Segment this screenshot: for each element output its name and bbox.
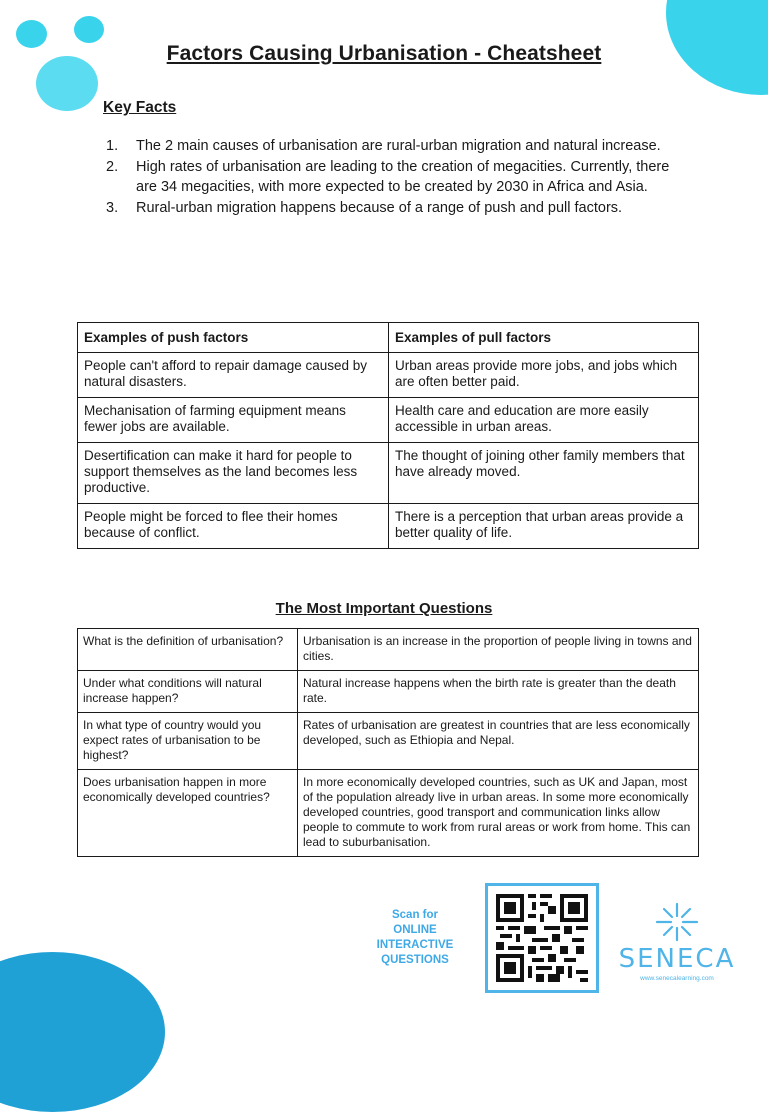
key-facts-list xyxy=(106,136,686,218)
questions-heading: The Most Important Questions xyxy=(275,600,493,617)
table-row xyxy=(78,504,699,549)
decor-circle-2 xyxy=(74,16,104,43)
question-cell: What is the definition of urbanisation? xyxy=(78,629,298,671)
pull-cell: There is a perception that urban areas provide a better quality of life. xyxy=(389,504,699,549)
pull-cell: Health care and education are more easily accessible in urban areas. xyxy=(389,398,699,443)
key-facts-heading: Key Facts xyxy=(103,99,177,116)
push-cell: Desertification can make it hard for people to support themselves as the land becomes less productive. xyxy=(78,443,389,504)
qr-code-icon[interactable] xyxy=(485,883,599,993)
answer-cell: In more economically developed countries, such as UK and Japan, most of the population already live in urban areas. In some more economically developed countries, good transport and communication links allow people to commute to work from rural areas or work from home. This can lead to suburbanisation. xyxy=(298,770,699,857)
table-row xyxy=(78,770,699,857)
list-item: 3. Rural-urban migration happens because of a range of push and pull factors. xyxy=(106,199,623,216)
seneca-logo xyxy=(612,902,742,982)
pull-cell: The thought of joining other family members that have already moved. xyxy=(389,443,699,504)
scan-prompt: Scan for ONLINE INTERACTIVE QUESTIONS xyxy=(376,909,454,966)
table-row xyxy=(78,629,699,671)
table-row xyxy=(78,713,699,770)
decor-corner-blob-bottom xyxy=(0,952,165,1112)
table-row xyxy=(78,353,699,398)
answer-cell: Rates of urbanisation are greatest in countries that are less economically developed, such as Ethiopia and Nepal. xyxy=(298,713,699,770)
push-cell: People might be forced to flee their homes because of conflict. xyxy=(78,504,389,549)
answer-cell: Urbanisation is an increase in the proportion of people living in towns and cities. xyxy=(298,629,699,671)
table-row xyxy=(78,443,699,504)
table-header-row xyxy=(78,323,699,353)
push-cell: Mechanisation of farming equipment means fewer jobs are available. xyxy=(78,398,389,443)
brand-name: SENECA xyxy=(618,944,736,974)
pull-header: Examples of pull factors xyxy=(389,323,699,353)
list-item: 2. High rates of urbanisation are leading to the creation of megacities. Currently, there are 34 megacities, with more expected to be created by 2030 in Africa and Asia. xyxy=(106,158,670,195)
seneca-starburst-icon xyxy=(655,902,699,942)
question-cell: Does urbanisation happen in more economically developed countries? xyxy=(78,770,298,857)
question-cell: Under what conditions will natural increase happen? xyxy=(78,671,298,713)
question-cell: In what type of country would you expect rates of urbanisation to be highest? xyxy=(78,713,298,770)
page-title: Factors Causing Urbanisation - Cheatsheet xyxy=(166,42,602,65)
questions-table xyxy=(77,628,699,857)
table-row xyxy=(78,398,699,443)
push-cell: People can't afford to repair damage caused by natural disasters. xyxy=(78,353,389,398)
answer-cell: Natural increase happens when the birth rate is greater than the death rate. xyxy=(298,671,699,713)
push-header: Examples of push factors xyxy=(78,323,389,353)
brand-url[interactable]: www.senecalearning.com xyxy=(640,975,714,982)
push-pull-table xyxy=(77,322,699,549)
pull-cell: Urban areas provide more jobs, and jobs which are often better paid. xyxy=(389,353,699,398)
table-row xyxy=(78,671,699,713)
list-item: 1. The 2 main causes of urbanisation are rural-urban migration and natural increase. xyxy=(106,138,661,154)
